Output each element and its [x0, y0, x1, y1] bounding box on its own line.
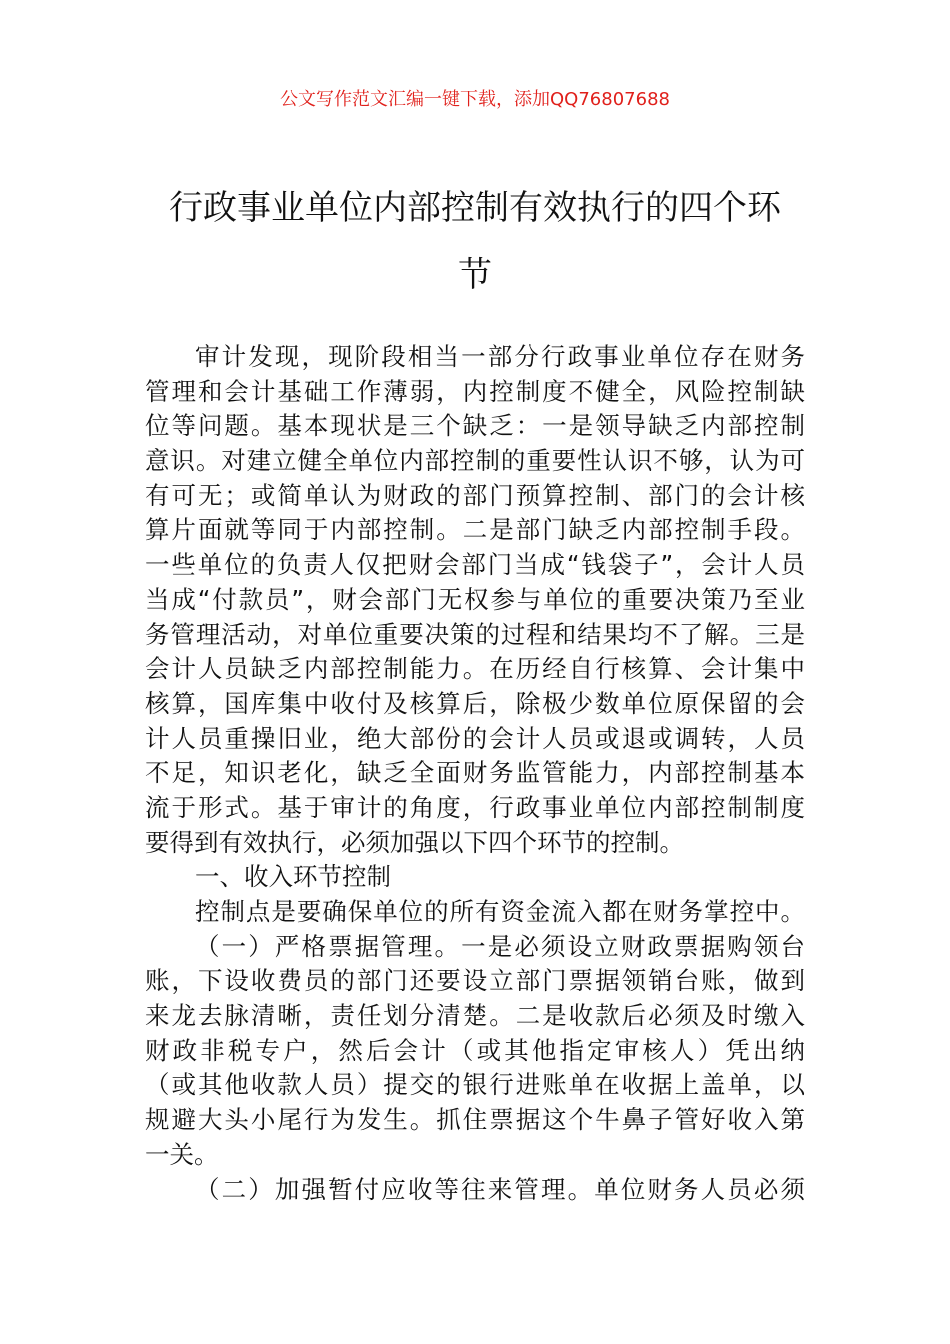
body-text-line: 一些单位的负责人仅把财会部门当成“钱袋子”，会计人员 — [145, 550, 805, 580]
download-banner: 公文写作范文汇编一键下载，添加QQ76807688 — [280, 89, 670, 110]
body-text-line: （二）加强暂付应收等往来管理。单位财务人员必须 — [195, 1174, 805, 1204]
document-body — [145, 340, 805, 1207]
body-text-line: 一、收入环节控制 — [195, 862, 391, 892]
body-text-line: 一关。 — [145, 1139, 219, 1169]
document-title-line-2: 节 — [458, 255, 492, 295]
body-text-line: 控制点是要确保单位的所有资金流入都在财务掌控中。 — [195, 897, 805, 926]
body-text-line: 规避大头小尾行为发生。抓住票据这个牛鼻子管好收入第 — [145, 1105, 805, 1135]
body-text-line: 管理和会计基础工作薄弱，内控制度不健全，风险控制缺 — [145, 376, 805, 406]
body-text-line: 计人员重操旧业，绝大部份的会计人员或退或调转，人员 — [145, 723, 805, 753]
body-text-line: 意识。对建立健全单位内部控制的重要性认识不够，认为可 — [145, 446, 805, 476]
body-text-line: 不足，知识老化，缺乏全面财务监管能力，内部控制基本 — [145, 758, 805, 788]
body-text-line: 当成“付款员”，财会部门无权参与单位的重要决策乃至业 — [145, 584, 805, 614]
body-text-line: 核算，国库集中收付及核算后，除极少数单位原保留的会 — [145, 688, 805, 718]
body-text-line: 务管理活动，对单位重要决策的过程和结果均不了解。三是 — [145, 619, 805, 649]
body-text-line: 有可无；或简单认为财政的部门预算控制、部门的会计核 — [145, 480, 805, 510]
body-text-line: 位等问题。基本现状是三个缺乏：一是领导缺乏内部控制 — [145, 411, 805, 441]
body-text-line: 财政非税专户，然后会计（或其他指定审核人）凭出纳 — [145, 1035, 805, 1065]
document-title-line-1: 行政事业单位内部控制有效执行的四个环 — [169, 188, 781, 228]
body-text-line: 审计发现，现阶段相当一部分行政事业单位存在财务 — [195, 342, 805, 371]
body-text-line: 来龙去脉清晰，责任划分清楚。二是收款后必须及时缴入 — [145, 1001, 805, 1031]
body-text-line: 算片面就等同于内部控制。二是部门缺乏内部控制手段。 — [145, 515, 805, 545]
body-text-line: （或其他收款人员）提交的银行进账单在收据上盖单，以 — [145, 1070, 805, 1100]
body-text-line: 流于形式。基于审计的角度，行政事业单位内部控制制度 — [145, 792, 805, 822]
body-text-line: 要得到有效执行，必须加强以下四个环节的控制。 — [145, 827, 684, 857]
body-text-line: （一）严格票据管理。一是必须设立财政票据购领台 — [195, 931, 805, 961]
body-text-line: 账，下设收费员的部门还要设立部门票据领销台账，做到 — [145, 966, 805, 996]
body-text-line: 会计人员缺乏内部控制能力。在历经自行核算、会计集中 — [145, 654, 805, 684]
